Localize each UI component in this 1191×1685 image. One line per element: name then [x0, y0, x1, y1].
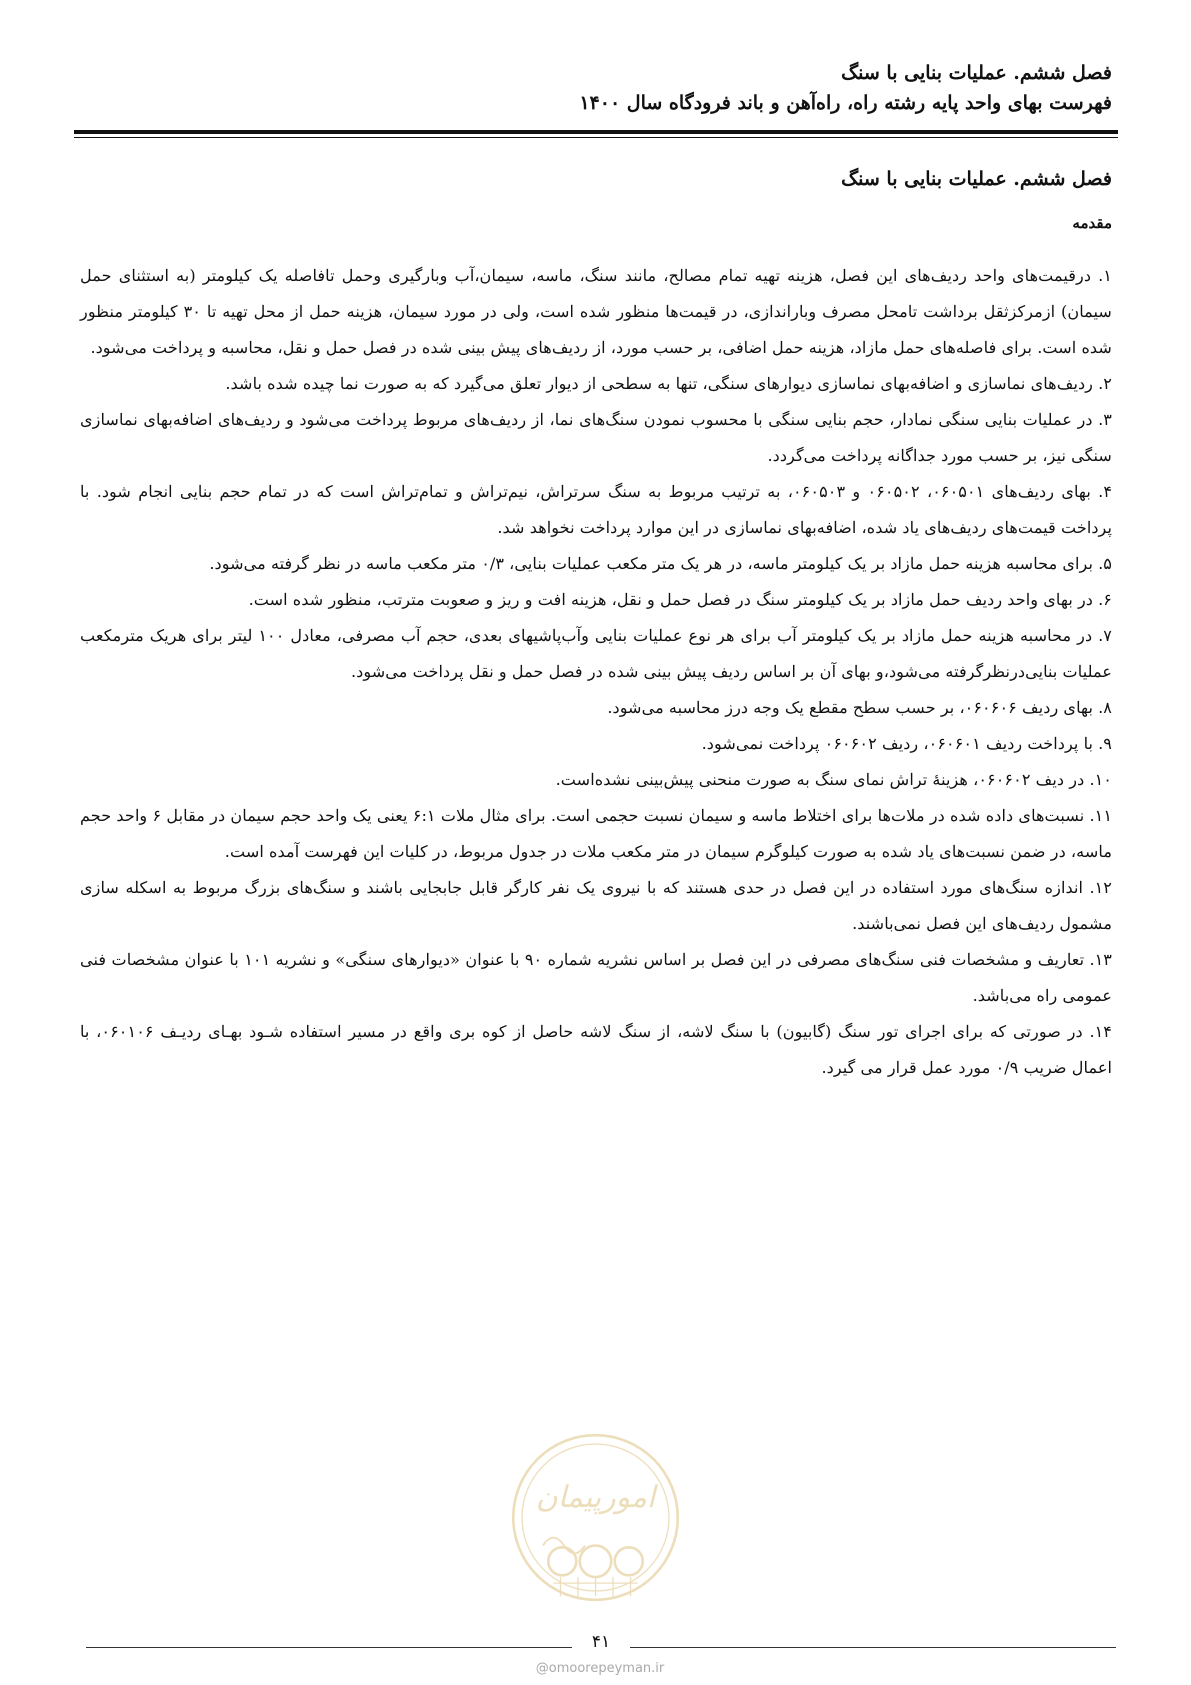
paragraph-11: ۱۱. نسبت‌های داده شده در ملات‌ها برای اختلاط ماسه و سیمان نسبت حجمی است. برای مثال ملات ۶:۱ یعنی یک واحد حجم سیمان در مقابل ۶ واحد حجم ماسه، در ضمن نسبت‌های یاد شده به صورت کیلوگرم سیمان در متر مکعب ملات در جدول مربوط، در کلیات این فهرست آمده است. [80, 806, 1113, 861]
watermark-logo-icon [508, 1430, 683, 1605]
header-rule-thin [74, 137, 1118, 138]
watermark-text: امورپیمان [535, 1480, 656, 1515]
paragraph-12: ۱۲. اندازه سنگ‌های مورد استفاده در این فصل در حدی هستند که با نیروی یک نفر کارگر قابل جابجایی باشند و سنگ‌های بزرگ مربوط به اسکله سازی مشمول ردیف‌های این فصل نمی‌باشند. [80, 878, 1112, 933]
section-title: فصل ششم. عملیات بنایی با سنگ [841, 168, 1112, 190]
paragraph-10: ۱۰. در دیف ۰۶۰۶۰۲، هزینهٔ تراش نمای سنگ به صورت منحنی پیش‌بینی نشده‌است. [555, 770, 1112, 789]
paragraph-4: ۴. بهای ردیف‌های ۰۶۰۵۰۱، ۰۶۰۵۰۲ و ۰۶۰۵۰۳، به ترتیب مربوط به سنگ سرتراش، نیم‌تراش و تمام‌تراش است که در تمام حجم بنایی انجام شود. با پرداخت قیمت‌های ردیف‌های یاد شده، اضافه‌بهای نماسازی در این موارد پرداخت نخواهد شد. [80, 482, 1113, 537]
site-watermark: @omoorepeyman.ir [535, 1661, 665, 1676]
paragraph-13: ۱۳. تعاریف و مشخصات فنی سنگ‌های مصرفی در این فصل بر اساس نشریه شماره ۹۰ با عنوان «دیوارهای سنگی» و نشریه ۱۰۱ با عنوان مشخصات فنی عمومی راه می‌باشد. [80, 950, 1112, 1005]
paragraph-1: ۱. درقیمت‌های واحد ردیف‌های این فصل، هزینه تهیه تمام مصالح، مانند سنگ، ماسه، سیمان،آب وبارگیری وحمل تافاصله یک کیلومتر (به استثنای حمل سیمان) ازمرکزثقل برداشت تامحل مصرف وباراندازی، در قیمت‌ها منظور شده است، ولی در مورد سیمان، هزینه حمل از محل تهیه تا ۳۰ کیلومتر منظور شده است. برای فاصله‌های حمل مازاد، هزینه حمل اضافی، بر حسب مورد، از ردیف‌های پیش بینی شده در فصل حمل و نقل، محاسبه و پرداخت می‌شود. [80, 266, 1112, 357]
header-chapter: فصل ششم. عملیات بنایی با سنگ [841, 62, 1112, 84]
paragraph-9: ۹. با پرداخت ردیف ۰۶۰۶۰۱، ردیف ۰۶۰۶۰۲ پرداخت نمی‌شود. [701, 734, 1112, 753]
page-number: ۴۱ [591, 1632, 611, 1652]
paragraph-5: ۵. برای محاسبه هزینه حمل مازاد بر یک کیلومتر ماسه، در هر یک متر مکعب عملیات بنایی، ۰/۳ متر مکعب ماسه در نظر گرفته می‌شود. [209, 554, 1112, 573]
paragraph-3: ۳. در عملیات بنایی سنگی نمادار، حجم بنایی سنگی با محسوب نمودن سنگ‌های نما، از ردیف‌های مربوط پرداخت می‌شود و ردیف‌های اضافه‌بهای نماسازی سنگی نیز، بر حسب مورد جداگانه پرداخت می‌گردد. [80, 410, 1112, 465]
paragraph-2: ۲. ردیف‌های نماسازی و اضافه‌بهای نماسازی دیوارهای سنگی، تنها به سطحی از دیوار تعلق می‌گیرد که به صورت نما چیده شده باشد. [225, 374, 1112, 393]
paragraph-6: ۶. در بهای واحد ردیف حمل مازاد بر یک کیلومتر سنگ در فصل حمل و نقل، هزینه افت و ریز و صعوبت مترتب، منظور شده است. [248, 590, 1112, 609]
paragraph-8: ۸. بهای ردیف ۰۶۰۶۰۶، بر حسب سطح مقطع یک وجه درز محاسبه می‌شود. [607, 698, 1112, 717]
footer-rule-right [630, 1647, 1116, 1648]
page-header [72, 58, 1112, 118]
intro-label: مقدمه [1072, 214, 1112, 232]
header-list-title: فهرست بهای واحد پایه رشته راه، راه‌آهن و باند فرودگاه سال ۱۴۰۰ [579, 92, 1112, 114]
header-rule-thick [74, 130, 1118, 134]
body-text [80, 258, 1112, 1086]
paragraph-14: ۱۴. در صورتی که برای اجرای تور سنگ (گابیون) با سنگ لاشه، از سنگ لاشه حاصل از کوه بری واقع در مسیر استفاده شـود بهـای ردیـف ۰۶۰۱۰۶، با اعمال ضریب ۰/۹ مورد عمل قرار می گیرد. [80, 1022, 1112, 1077]
paragraph-7: ۷. در محاسبه هزینه حمل مازاد بر یک کیلومتر آب برای هر نوع عملیات بنایی وآب‌پاشیهای بعدی، حجم آب مصرفی، معادل ۱۰۰ لیتر برای هریک مترمکعب عملیات بنایی‌درنظرگرفته می‌شود،و بهای آن بر اساس ردیف پیش بینی شده در فصل حمل و نقل پرداخت می‌شود. [80, 626, 1112, 681]
footer-rule-left [86, 1647, 572, 1648]
